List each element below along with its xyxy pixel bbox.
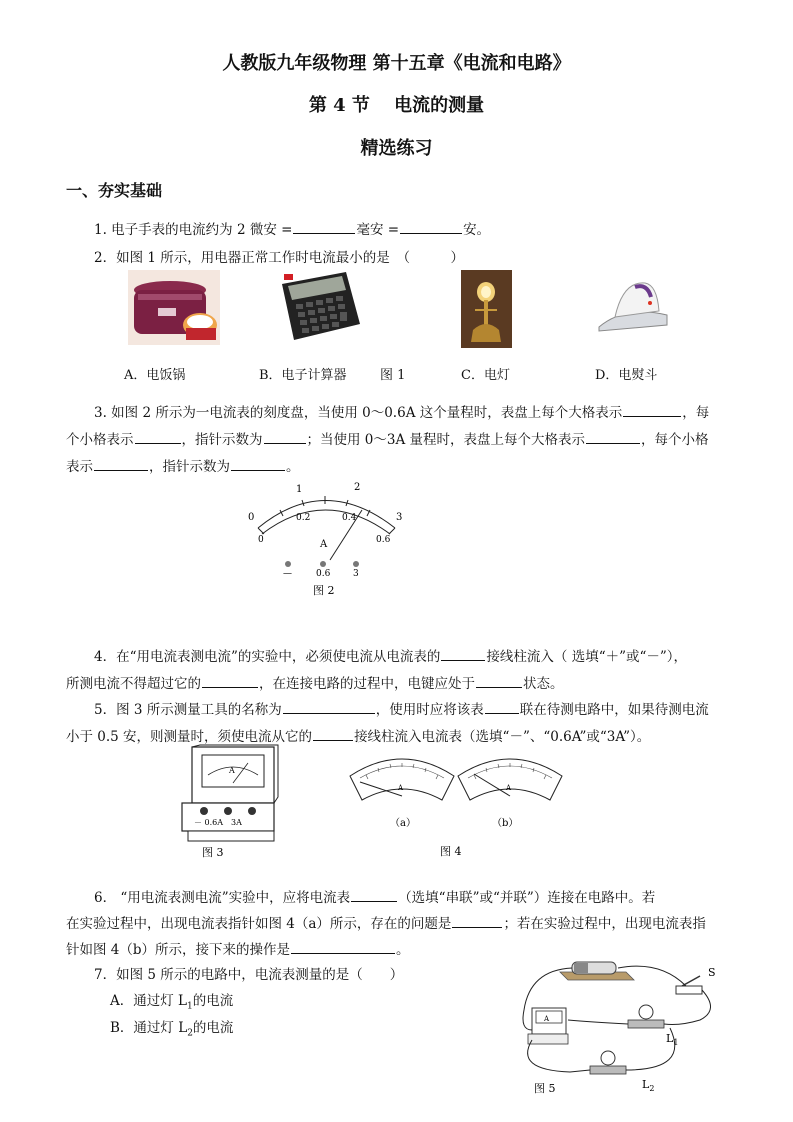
q3-text: 。 [286, 459, 300, 475]
question-7: 7．如图 5 所示的电路中，电流表测量的是（ ） [94, 967, 404, 983]
q4-text: 所测电流不得超过它的 [66, 676, 201, 692]
question-5-line-2 [66, 725, 650, 745]
q4-blank-3 [476, 674, 522, 688]
q6-text: 在实验过程中，出现电流表指针如图 4（a）所示，存在的问题是 [66, 916, 452, 932]
q5-text: 接线柱流入电流表（选填“－”、“0.6A”或“3A”）。 [354, 729, 651, 745]
q6-text: 6． “用电流表测电流”实验中，应将电流表 [94, 890, 351, 906]
q1-text-a: 1. 电子手表的电流约为 2 微安 = [94, 222, 293, 238]
fig4a-meter-label: A [398, 784, 404, 792]
ammeter-dial-figure [240, 478, 410, 608]
question-2: 2．如图 1 所示，用电器正常工作时电流最小的是 （ ） [94, 250, 465, 266]
question-4-line-2 [66, 672, 564, 692]
figure-4-caption: 图 4 [440, 845, 462, 858]
q3-text: 3. 如图 2 所示为一电流表的刻度盘，当使用 0～0.6A 这个量程时，表盘上每个大格表示 [94, 405, 623, 421]
q4-blank-1 [441, 647, 485, 661]
figure-5-caption: 图 5 [534, 1082, 556, 1095]
q6-text: ；若在实验过程中，出现电流表指 [503, 916, 706, 932]
subtitle: 精选练习 [360, 138, 433, 159]
q5-text: 小于 0.5 安，则测量时，须使电流从它的 [66, 729, 313, 745]
question-5-line-1 [94, 698, 709, 718]
calculator-image [276, 270, 361, 342]
lamp-l2-label [642, 1078, 654, 1093]
fig4-label-b: （b） [492, 818, 519, 829]
q3-text: ，每个小格 [641, 432, 709, 448]
q3-blank-6 [231, 457, 285, 471]
scale-bottom-0: 0 [258, 535, 264, 545]
scale-bottom-1: 0.2 [296, 513, 311, 523]
q6-blank-1 [351, 888, 397, 902]
switch-label: S [708, 966, 716, 979]
fig4-label-a: （a） [390, 818, 416, 829]
q7-option-b-sub: 2 [187, 1028, 193, 1039]
q4-text: 接线柱流入（ 选填“＋”或“－”）， [486, 649, 688, 665]
fig4b-meter-label: A [506, 784, 512, 792]
q3-text: 个小格表示 [66, 432, 134, 448]
q7-option-a-sub: 1 [187, 1001, 193, 1012]
scale-bottom-2: 0.4 [342, 513, 357, 523]
question-4-line-1 [94, 645, 687, 665]
question-3-line-1 [94, 401, 709, 421]
q1-blank-1 [293, 220, 355, 234]
fig3-meter-label: A [229, 766, 235, 775]
fig3-terminal-labels: － 0.6A 3A [194, 818, 242, 827]
q6-blank-3 [291, 940, 395, 954]
q7-option-a-end: 的电流 [192, 993, 234, 1009]
q5-blank-2 [485, 700, 519, 714]
question-3-line-2 [66, 428, 709, 448]
q5-blank-3 [313, 727, 353, 741]
meter-label: A [320, 539, 328, 550]
question-6-line-2 [66, 912, 706, 932]
circuit-meter-label: A [544, 1015, 550, 1023]
q3-blank-3 [264, 430, 306, 444]
q3-blank-2 [135, 430, 181, 444]
q4-blank-2 [202, 674, 258, 688]
q6-text: 。 [396, 942, 410, 958]
q6-text: 针如图 4（b）所示，接下来的操作是 [66, 942, 291, 958]
scale-top-1: 1 [296, 484, 303, 495]
q3-text: ，指针示数为 [181, 432, 263, 448]
q3-text: ，指针示数为 [149, 459, 230, 475]
q6-blank-2 [452, 914, 502, 928]
scale-top-3: 3 [396, 512, 403, 523]
q5-text: 5．图 3 所示测量工具的名称为 [94, 702, 282, 718]
l1-label-sub: 1 [673, 1038, 679, 1047]
l2-label-letter: L [642, 1078, 650, 1091]
question-3-line-3 [66, 455, 300, 475]
rice-cooker-image [128, 270, 220, 345]
q3-blank-4 [586, 430, 640, 444]
l2-label-sub: 2 [649, 1084, 655, 1093]
q1-blank-2 [400, 220, 462, 234]
figure-3-caption: 图 3 [202, 846, 224, 859]
q4-text: 状态。 [523, 676, 564, 692]
q2-option-c: C．电灯 [461, 368, 510, 383]
q3-text: ；当使用 0～3A 量程时，表盘上每个大格表示 [306, 432, 586, 448]
q7-option-b [110, 1016, 233, 1039]
question-6-line-1 [94, 886, 655, 906]
l1-label-letter: L [666, 1032, 674, 1045]
q7-option-a-text: A．通过灯 L [110, 993, 188, 1009]
question-6-line-3 [66, 938, 410, 958]
q2-option-a: A．电饭锅 [124, 368, 186, 383]
q5-text: ，使用时应将该表 [375, 702, 484, 718]
scale-top-2: 2 [354, 482, 361, 493]
document-title: 人教版九年级物理 第十五章《电流和电路》 [222, 53, 571, 74]
iron-image [595, 275, 671, 337]
scale-bottom-3: 0.6 [376, 535, 391, 545]
q4-text: ，在连接电路的过程中，电键应处于 [259, 676, 475, 692]
q3-blank-1 [623, 403, 681, 417]
q7-option-a [110, 989, 233, 1012]
lamp-image [461, 270, 512, 348]
section-title: 第 4 节 电流的测量 [308, 95, 485, 116]
q6-text: （选填“串联”或“并联”）连接在电路中。若 [398, 890, 656, 906]
q5-text: 联在待测电路中，如果待测电流 [519, 702, 709, 718]
figure-1-caption: 图 1 [380, 368, 406, 383]
q5-blank-1 [283, 700, 375, 714]
circuit-figure-5 [510, 950, 740, 1100]
q2-option-d: D．电熨斗 [595, 368, 658, 383]
terminal-minus: — [283, 569, 292, 579]
part-heading: 一、夯实基础 [66, 181, 163, 200]
q1-text-c: 安。 [463, 222, 491, 238]
q7-option-b-end: 的电流 [192, 1020, 234, 1036]
q4-text: 4．在“用电流表测电流”的实验中，必须使电流从电流表的 [94, 649, 441, 665]
q3-blank-5 [94, 457, 148, 471]
scale-top-0: 0 [248, 512, 255, 523]
dials-figure-4 [346, 748, 566, 860]
q7-option-b-text: B．通过灯 L [110, 1020, 188, 1036]
q3-text: 表示 [66, 459, 93, 475]
question-1 [94, 218, 490, 238]
figure-2-caption: 图 2 [313, 584, 335, 597]
ammeter-box-figure [178, 745, 283, 863]
terminal-3: 3 [353, 569, 359, 579]
q1-text-b: 毫安 = [356, 222, 400, 238]
q2-option-b: B．电子计算器 [259, 368, 347, 383]
terminal-06: 0.6 [316, 569, 331, 579]
q3-text: ，每 [682, 405, 710, 421]
